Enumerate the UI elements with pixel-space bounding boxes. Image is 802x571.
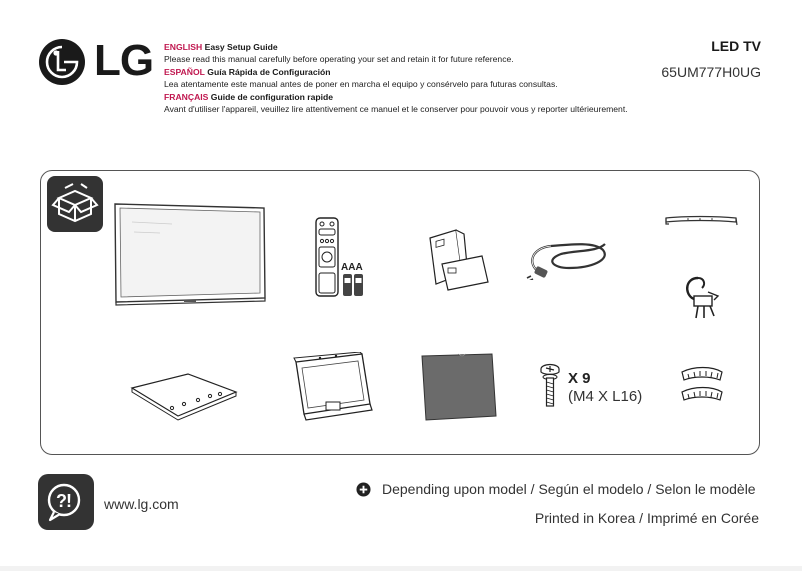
page-bottom-edge bbox=[0, 566, 802, 571]
screw-spec: (M4 X L16) bbox=[568, 388, 643, 405]
printed-in-note: Printed in Korea / Imprimé en Corée bbox=[534, 510, 759, 526]
guide-lang: ENGLISH bbox=[164, 42, 203, 52]
cable-clip-illustration bbox=[680, 272, 722, 322]
power-cord-illustration bbox=[525, 234, 611, 280]
battery-label: AAA bbox=[341, 262, 363, 273]
guide-text: Lea atentamente este manual antes de poner en marcha el equipo y consérvelo para futuras consultas. bbox=[164, 78, 558, 89]
model-number: 65UM777H0UG bbox=[661, 64, 761, 80]
website-link[interactable]: www.lg.com bbox=[104, 496, 179, 512]
svg-text:?: ? bbox=[56, 491, 67, 511]
brand-logo-text: LG bbox=[94, 36, 154, 85]
product-type: LED TV bbox=[711, 38, 761, 54]
guide-title: Easy Setup Guide bbox=[204, 42, 278, 52]
help-question-icon bbox=[38, 474, 94, 530]
guide-text: Please read this manual carefully before operating your set and retain it for future reference. bbox=[164, 53, 514, 64]
guide-title: Guide de configuration rapide bbox=[210, 92, 334, 103]
manual-booklets-illustration bbox=[426, 226, 490, 292]
lg-logo-icon bbox=[38, 38, 86, 86]
setup-guide-intro bbox=[164, 42, 634, 118]
tv-illustration bbox=[112, 202, 268, 306]
svg-text:!: ! bbox=[66, 491, 72, 511]
stand-body-illustration bbox=[290, 352, 376, 424]
model-dependency-note: Depending upon model / Según el modelo / Selon le modèle bbox=[382, 481, 756, 497]
guide-lang: FRANÇAIS bbox=[164, 92, 209, 103]
cleaning-cloth-illustration bbox=[418, 352, 498, 422]
remote-control-illustration bbox=[309, 216, 367, 300]
screw-quantity: X 9 bbox=[568, 370, 591, 387]
cable-management-combs-illustration bbox=[678, 364, 726, 408]
guide-title: Guía Rápida de Configuración bbox=[207, 67, 331, 78]
guide-spanish bbox=[164, 67, 634, 90]
guide-english bbox=[164, 42, 634, 65]
stand-base-illustration bbox=[128, 366, 240, 422]
guide-text: Avant d'utiliser l'appareil, veuillez lire attentivement ce manuel et le conserver pour pouvoir vous y reporter ultérieurement. bbox=[164, 103, 628, 114]
guide-french bbox=[164, 92, 634, 115]
plus-circle-icon bbox=[356, 482, 371, 497]
cable-holder-strip-illustration bbox=[664, 212, 740, 228]
screw-illustration bbox=[538, 362, 562, 410]
guide-lang: ESPAÑOL bbox=[164, 67, 205, 78]
open-box-icon bbox=[47, 176, 103, 232]
